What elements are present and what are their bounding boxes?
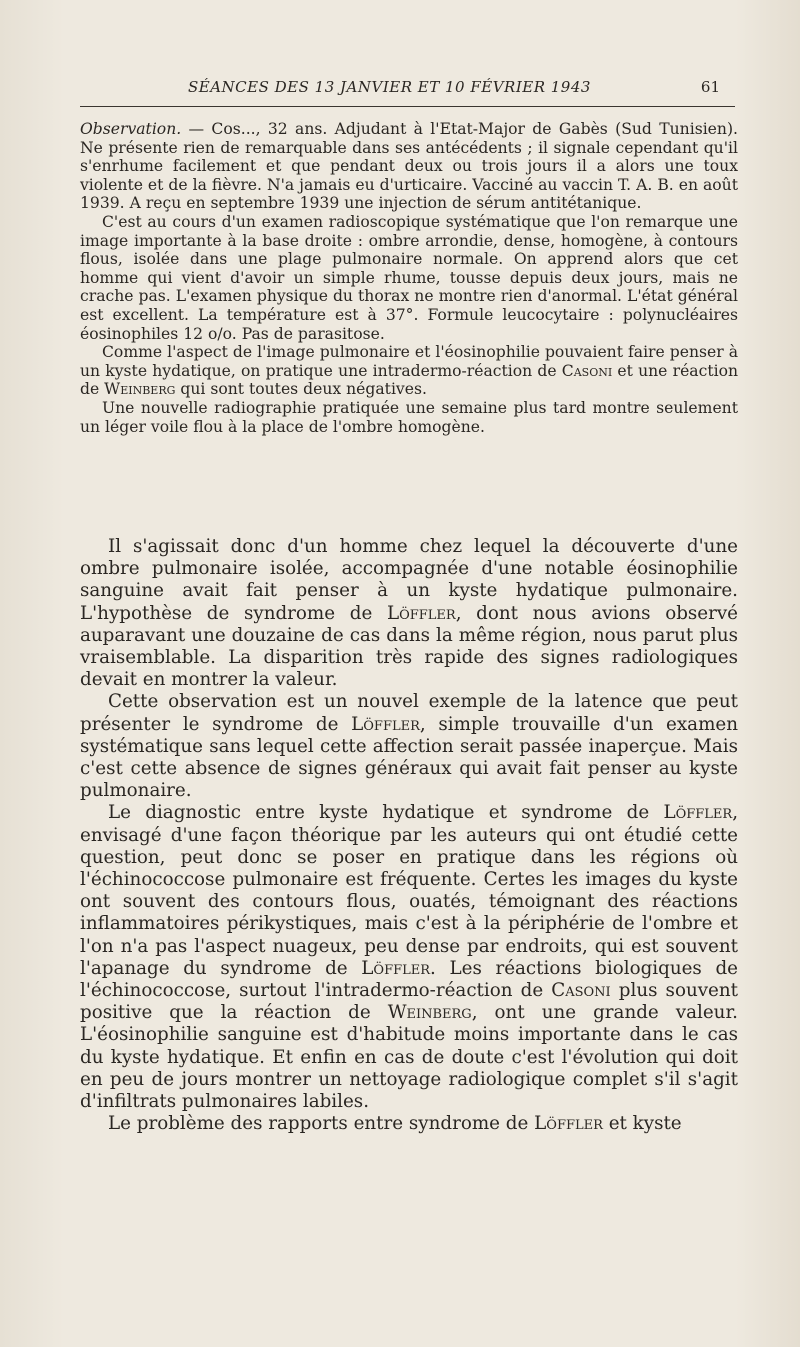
observation-paragraph-4: Une nouvelle radiographie pratiquée une semaine plus tard montre seulement un léger voile flou à la place de l'ombre homogène. bbox=[80, 398, 738, 436]
text-run: Comme l'aspect de l'image pulmonaire et l'éosinophilie pouvaient faire penser à un kyste hydatique, on pratique une intradermo-réaction de bbox=[80, 343, 738, 380]
text-run: , ont une grande valeur. L'éosinophilie sanguine est d'habitude moins importante dans le cas du kyste hydatique. Et enfin en cas de doute c'est l'évolution qui doit en peu de jours montrer un nettoyage radiologique complet s'il s'agit d'infiltrats pulmonaires labiles. bbox=[80, 1002, 738, 1113]
text-run: , envisagé d'une façon théorique par les auteurs qui ont étudié cette question, peut donc se poser en pratique dans les régions où l'échinococcose pulmonaire est fréquente. Certes les images du kyste ont souvent des contours flous, ouatés, témoignant des réactions inflammatoires périkystiques, mais c'est à la périphérie de l'ombre et l'on n'a pas l'aspect nuageux, peu dense par endroits, qui est souvent l'apanage du syndrome de bbox=[80, 802, 738, 979]
observation-paragraph-2: C'est au cours d'un examen radioscopique systématique que l'on remarque une image importante à la base droite : ombre arrondie, dense, homogène, à contours flous, isolée dans une plage pulmonaire normale. On apprend alors que cet homme qui vient d'avoir un simple rhume, tousse depuis deux jours, mais ne crache pas. L'examen physique du thorax ne montre rien d'anormal. L'état général est excellent. La température est à 37°. Formule leucocytaire : polynucléaires éosinophiles 12 o/o. Pas de parasitose. bbox=[80, 212, 738, 343]
author-name: Löffler bbox=[351, 713, 420, 735]
header-title: SÉANCES DES 13 JANVIER ET 10 FÉVRIER 1943 bbox=[188, 78, 591, 96]
observation-label: Observation. bbox=[80, 120, 182, 138]
observation-text: — Cos..., 32 ans. Adjudant à l'Etat-Major de Gabès (Sud Tunisien). Ne présente rien de remarquable dans ses antécédents ; il signale cependant qu'il s'enrhume facilement et que pendant deux ou trois jours il a alors une toux violente et de la fièvre. N'a jamais eu d'urticaire. Vacciné au vaccin T. A. B. en août 1939. A reçu en septembre 1939 une injection de sérum antitétanique. bbox=[80, 120, 738, 213]
author-name: Weinberg bbox=[104, 380, 176, 399]
body-paragraph-4 bbox=[80, 1113, 738, 1135]
header-rule bbox=[80, 106, 735, 107]
text-run: . Les réactions biologiques de l'échinococcose, surtout l'intradermo-réaction de bbox=[80, 957, 738, 1002]
author-name: Casoni bbox=[551, 980, 611, 1002]
text-run: Il s'agissait donc d'un homme chez lequel la découverte d'une ombre pulmonaire isolée, accompagnée d'une notable éosinophilie sanguine avait fait penser à un kyste hydatique pulmonaire. L'hypothèse de syndrome de bbox=[80, 536, 738, 624]
text-run: Le problème des rapports entre syndrome de bbox=[108, 1113, 535, 1135]
discussion-section bbox=[80, 536, 738, 1135]
text-run: , dont nous avions observé auparavant une douzaine de cas dans la même région, nous parut plus vraisemblable. La disparition très rapide des signes radiologiques devait en montrer la valeur. bbox=[80, 602, 738, 691]
text-run: et une réaction de bbox=[80, 361, 739, 399]
body-paragraph-1 bbox=[80, 536, 738, 691]
observation-paragraph-3 bbox=[80, 343, 738, 399]
author-name: Löffler bbox=[663, 802, 733, 824]
observation-section bbox=[80, 120, 738, 436]
running-header bbox=[80, 78, 730, 100]
text-run: qui sont toutes deux négatives. bbox=[175, 380, 427, 399]
author-name: Löffler bbox=[386, 602, 456, 624]
page-number: 61 bbox=[700, 78, 720, 96]
text-run: et kyste bbox=[602, 1113, 682, 1135]
author-name: Löffler bbox=[361, 957, 431, 979]
text-run: Cette observation est un nouvel exemple de la latence que peut présenter le syndrome de bbox=[80, 691, 738, 735]
observation-paragraph-1 bbox=[80, 120, 738, 213]
text-run: Le diagnostic entre kyste hydatique et syndrome de bbox=[108, 802, 664, 824]
author-name: Löffler bbox=[534, 1113, 603, 1135]
author-name: Casoni bbox=[561, 361, 613, 380]
body-paragraph-2 bbox=[80, 691, 738, 802]
text-run: , simple trouvaille d'un examen systématique sans lequel cette affection serait passée inaperçue. Mais c'est cette absence de signes généraux qui avait fait penser au kyste pulmonaire. bbox=[80, 713, 739, 802]
body-paragraph-3 bbox=[80, 802, 738, 1113]
author-name: Weinberg bbox=[387, 1002, 472, 1024]
text-run: plus souvent positive que la réaction de bbox=[80, 980, 738, 1024]
